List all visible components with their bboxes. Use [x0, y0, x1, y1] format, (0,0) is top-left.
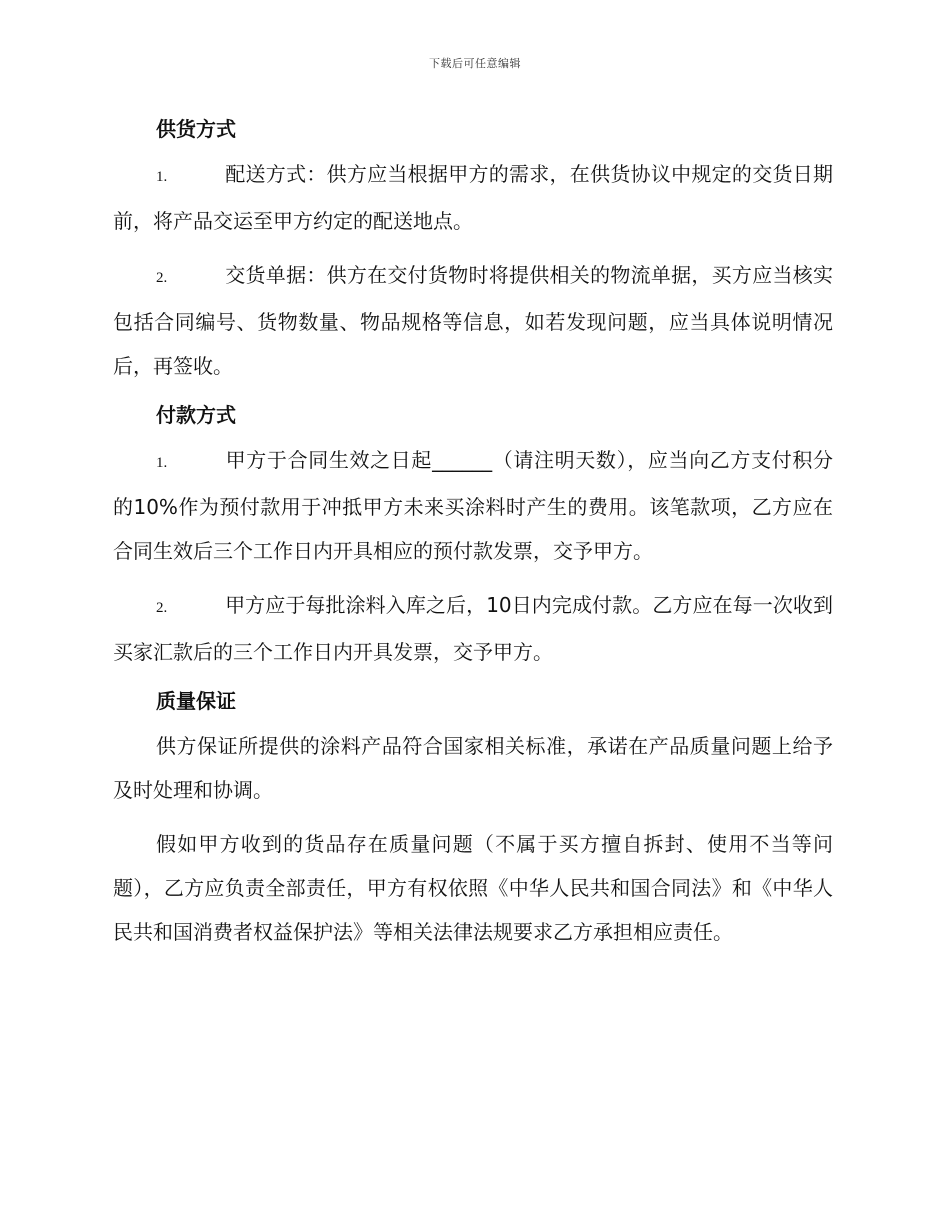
payment-item-2 — [113, 583, 833, 674]
quality-paragraph-2: 假如甲方收到的货品存在质量问题（不属于买方擅自拆封、使用不当等问题），乙方应负责全部责任，甲方有权依照《中华人民共和国合同法》和《中华人民共和国消费者权益保护法》等相关法律法规要求乙方承担相应责任。 — [113, 832, 833, 944]
section-title-quality: 质量保证 — [156, 689, 236, 713]
item-text: 甲方应于每批涂料入库之后，10日内完成付款。乙方应在每一次收到买家汇款后的三个工作日内开具发票，交予甲方。 — [113, 593, 833, 664]
section-title-payment: 付款方式 — [156, 403, 236, 427]
item-number: 1. — [156, 455, 168, 471]
item-number: 2. — [156, 270, 168, 286]
supply-item-1 — [113, 152, 833, 243]
document-body — [113, 112, 833, 954]
item-text: 配送方式：供方应当根据甲方的需求，在供货协议中规定的交货日期前，将产品交运至甲方约定的配送地点。 — [113, 162, 833, 233]
header-note: 下载后可任意编辑 — [429, 57, 521, 70]
section-title-supply: 供货方式 — [156, 117, 236, 141]
item-text: 交货单据：供方在交付货物时将提供相关的物流单据，买方应当核实包括合同编号、货物数量、物品规格等信息，如若发现问题，应当具体说明情况后，再签收。 — [113, 263, 833, 378]
quality-paragraph-1: 供方保证所提供的涂料产品符合国家相关标准，承诺在产品质量问题上给予及时处理和协调。 — [113, 734, 833, 802]
payment-item-1 — [113, 438, 833, 573]
item-number: 1. — [156, 169, 168, 185]
item-number: 2. — [156, 600, 168, 616]
item-text: 甲方于合同生效之日起______（请注明天数），应当向乙方支付积分的10%作为预付款用于冲抵甲方未来买涂料时产生的费用。该笔款项，乙方应在合同生效后三个工作日内开具相应的预付款发票，交予甲方。 — [113, 448, 833, 563]
supply-item-2 — [113, 253, 833, 388]
